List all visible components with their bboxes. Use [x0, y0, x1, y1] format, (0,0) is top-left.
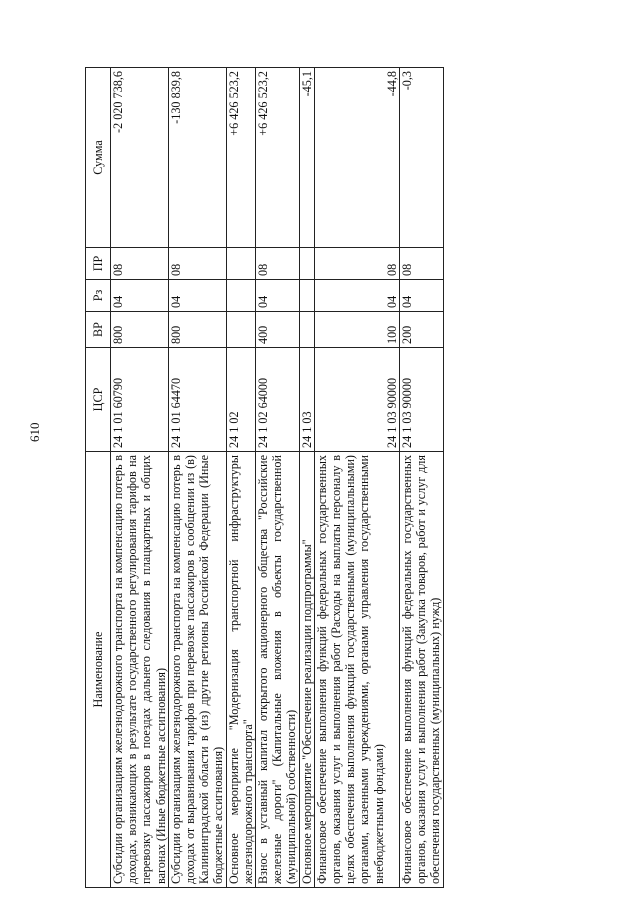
header-pr: ПР [86, 248, 111, 280]
header-name: Наименование [86, 452, 111, 888]
header-sum: Сумма [86, 68, 111, 248]
row-csr: 24 1 03 [299, 348, 314, 452]
row-name: Финансовое обеспечение выполнения функций федеральных государственных органов, оказания услуг и выполнения работ (Закупка товаров, работ и услуг для обеспечения государственных (муниципальных) нужд) [400, 452, 444, 888]
row-name: Субсидии организациям железнодорожного транспорта на компенсацию потерь в доходах от выравнивания тарифов при перевозке пассажиров в сообщении из (в) Калининградской области в (из) другие регионы Российской Федерации (Иные бюджетные ассигнования) [168, 452, 226, 888]
table-header-row [86, 68, 111, 888]
row-vr: 200 [400, 312, 444, 348]
row-vr: 100 [314, 312, 399, 348]
row-rz: 04 [314, 280, 399, 312]
row-vr: 400 [256, 312, 300, 348]
table-row [256, 68, 300, 888]
row-rz: 04 [256, 280, 300, 312]
row-csr: 24 1 02 [226, 348, 255, 452]
table-row [168, 68, 226, 888]
row-sum: +6 426 523,2 [256, 68, 300, 248]
row-pr [299, 248, 314, 280]
row-rz [299, 280, 314, 312]
row-rz: 04 [400, 280, 444, 312]
row-pr: 08 [256, 248, 300, 280]
table-row [400, 68, 444, 888]
row-name: Основное мероприятие "Модернизация транспортной инфраструктуры железнодорожного транспорта" [226, 452, 255, 888]
row-pr: 08 [111, 248, 169, 280]
row-vr [299, 312, 314, 348]
row-sum: -2 020 738,6 [111, 68, 169, 248]
budget-table [85, 67, 444, 888]
page-number: 610 [27, 422, 42, 442]
row-name: Финансовое обеспечение выполнения функций федеральных государственных органов, оказания услуг и выполнения работ (Расходы на выплаты персоналу в целях обеспечения выполнения функций государственными (муниципальными) органами, казенными учреждениями, органами управления государственными внебюджетными фондами) [314, 452, 399, 888]
row-csr: 24 1 02 64000 [256, 348, 300, 452]
header-csr: ЦСР [86, 348, 111, 452]
row-csr: 24 1 01 64470 [168, 348, 226, 452]
row-name: Основное мероприятие "Обеспечение реализации подпрограммы" [299, 452, 314, 888]
row-name: Субсидии организациям железнодорожного транспорта на компенсацию потерь в доходах, возникающих в результате государственного регулирования тарифов на перевозку пассажиров в поездах дальнего следования в плацкартных и общих вагонах (Иные бюджетные ассигнования) [111, 452, 169, 888]
row-sum: -44,8 [314, 68, 399, 248]
row-csr: 24 1 01 60790 [111, 348, 169, 452]
row-rz: 04 [111, 280, 169, 312]
rotated-page-content [85, 68, 615, 888]
row-pr: 08 [168, 248, 226, 280]
table-row [314, 68, 399, 888]
row-vr [226, 312, 255, 348]
row-rz: 04 [168, 280, 226, 312]
row-pr: 08 [314, 248, 399, 280]
row-rz [226, 280, 255, 312]
row-sum: -0,3 [400, 68, 444, 248]
header-vr: ВР [86, 312, 111, 348]
row-csr: 24 1 03 90000 [400, 348, 444, 452]
row-sum: -130 839,8 [168, 68, 226, 248]
row-csr: 24 1 03 90000 [314, 348, 399, 452]
row-pr [226, 248, 255, 280]
table-row [299, 68, 314, 888]
row-pr: 08 [400, 248, 444, 280]
row-sum: +6 426 523,2 [226, 68, 255, 248]
table-row [226, 68, 255, 888]
row-sum: -45,1 [299, 68, 314, 248]
row-vr: 800 [111, 312, 169, 348]
row-name: Взнос в уставный капитал открытого акционерного общества "Российские железные дороги" (Капитальные вложения в объекты государственной (муниципальной) собственности) [256, 452, 300, 888]
row-vr: 800 [168, 312, 226, 348]
header-rz: Рз [86, 280, 111, 312]
table-row [111, 68, 169, 888]
